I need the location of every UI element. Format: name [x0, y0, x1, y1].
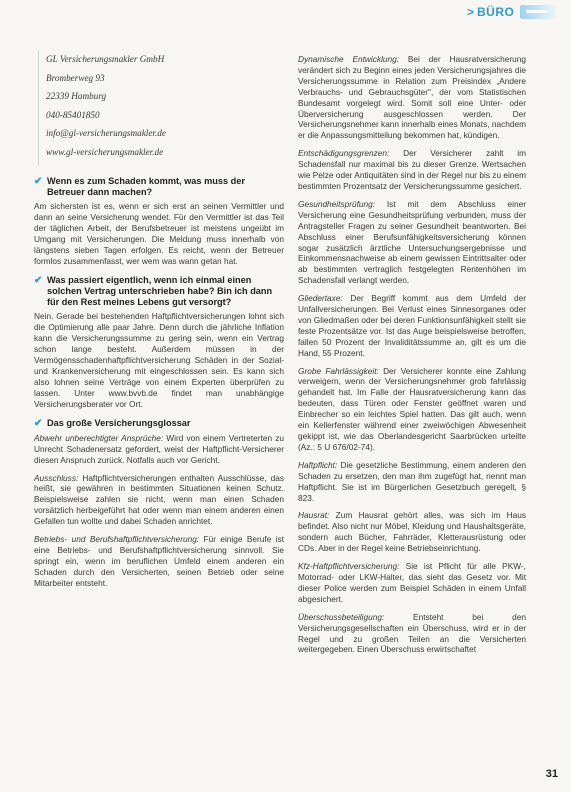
glossary-entry: [298, 293, 526, 358]
glossary-term: Haftpflicht:: [298, 459, 338, 470]
answer-text-2: Nein. Gerade bei bestehenden Haftpflichtversicherungen lohnt sich die Optimierung alle paar Jahre. Denn durch die jährliche Inflation kann die Versicherungssumme zu gering sein, wenn ein Vertrag schon lange besteht. Außerdem müssen in der Vermögensschadenhaftpflichtversicherung Schäden in der Sozial- und Krankenversicherung mit eingeschlossen sein. Es kann sich also lohnen seine Verträge von einem Experten überprüfen zu lassen. Unter www.bvvb.de findet man unabhängige Versicherungsberater vor Ort.: [34, 311, 284, 409]
chevron-right-icon: >: [467, 5, 475, 19]
address-phone: 040-85401850: [46, 109, 100, 120]
glossary-entry: [298, 510, 526, 554]
right-column: [298, 54, 526, 655]
glossary-entry: [34, 534, 284, 589]
glossary-term: Kfz-Haftpflichtversicherung:: [298, 561, 400, 572]
glossary-definition: Entsteht bei den Versicherungsgesellschaften ein Überschuss, wird er in der Regel und zu großen Teilen an die Versicherten weitergegeben. Einen Überschuss erwirtschaftet: [298, 611, 526, 655]
section-swoosh-graphic: [520, 5, 556, 19]
glossary-entry: [298, 366, 526, 453]
glossary-entry: [298, 460, 526, 504]
checkmark-icon: ✔: [34, 274, 43, 286]
glossary-term: Gliedertaxe:: [298, 293, 343, 304]
glossary-definition: Für einige Berufe ist eine Betriebs- und Berufshaftpflichtversicherung sinnvoll. Sie springt ein, wenn im beruflichen Umfeld einem anderen ein Schaden durch den Versicherten, seinen Betrieb oder seine Mitarbeiter entsteht.: [34, 534, 284, 588]
glossary-term: Dynamische Entwicklung:: [298, 54, 400, 64]
glossary-definition: Wird von einem Vertreterten zu Unrecht Schadenersatz gefordert, weist der Haftpflicht-Versicherer diesen Anspruch zurück. Notfalls auch vor Gericht.: [34, 432, 285, 465]
glossary-title: Das große Versicherungsglossar: [47, 417, 191, 428]
glossary-entry: [298, 54, 526, 141]
glossary-definition: Zum Hausrat gehört alles, was sich im Haus befindet. Also nicht nur Möbel, Kleidung und Haushaltsgeräte, sondern auch Bücher, Fahrräder, Kletterausrüstung oder CDs. Aber in der Regel keine Betriebseinrichtung.: [298, 510, 526, 554]
glossary-definition: Sie ist Pflicht für alle PKW-, Motorrad- oder LKW-Halter, das sieht das Gesetz vor. Mit dieser Police werden zum Beispiel Schäden in einem Unfall abgesichert.: [298, 561, 526, 604]
page-number: 31: [545, 768, 558, 780]
question-heading-1: [34, 176, 284, 198]
checkmark-icon: ✔: [34, 176, 43, 187]
glossary-definition: Der Versicherer zahlt im Schadensfall nur maximal bis zu dieser Grenze. Wertsachen wie Pelze oder Antiquitäten sind in der Regel nur bis zu einem bestimmten Prozentsatz der Versicherungssumme gesichert.: [298, 148, 526, 191]
glossary-term: Abwehr unberechtigter Ansprüche:: [34, 432, 164, 443]
glossary-definition: Die gesetzliche Bestimmung, einem anderen den Schaden zu ersetzen, den man ihm zugefügt hat, nennt man Haftpflicht. Sie ist im Bürgerlichen Gesetzbuch geregelt, § 823.: [298, 459, 526, 503]
glossary-term: Entschädigungsgrenzen:: [298, 148, 390, 159]
glossary-entry: [34, 433, 284, 466]
glossary-term: Betriebs- und Berufshaftpflichtversicherung:: [34, 534, 200, 545]
question-title-1: Wenn es zum Schaden kommt, was muss der Betreuer dann machen?: [47, 176, 245, 198]
address-city: 22339 Hamburg: [46, 91, 107, 101]
glossary-definition: Haftpflichtversicherungen enthalten Ausschlüsse, das heißt, sie gewähren in bestimmten Situationen keinen Schutz. Beispielsweise zahlen sie nicht, wenn man einen Schaden vorsätzlich herbeigeführt hat oder wenn man einem anderen einen Gefallen tun wollte und dabei Schaden anrichtet.: [34, 472, 284, 527]
section-tag: [463, 0, 571, 24]
glossary-definition: Bei der Hausratversicherung verändert sich zu Beginn eines jeden Versicherungsjahres die Versicherungssumme in Relation zum Preisindex „Andere Verbrauchs- und Gebrauchsgüter", der vom Statistischen Bundesamt vorgelegt wird. Somit soll eine Unter- oder Überversicherung ausgeschlossen werden. Der Versicherungsnehmer kann innerhalb eines Monats, nachdem er die Anpassungsmitteilung bekommen hat, kündigen.: [298, 54, 527, 141]
section-label: BÜRO: [477, 5, 515, 19]
glossary-term: Grobe Fahrlässigkeit:: [298, 365, 379, 376]
address-email: info@gl-versicherungsmakler.de: [46, 128, 166, 138]
glossary-entry: [298, 148, 526, 192]
glossary-term: Hausrat:: [298, 510, 330, 521]
glossary-heading: [34, 418, 284, 429]
checkmark-icon: ✔: [34, 417, 43, 429]
glossary-term: Gesundheitsprüfung:: [298, 198, 376, 209]
question-title-2: Was passiert eigentlich, wenn ich einmal einen solchen Vertrag unterschrieben habe? Bin ich dann für den Rest meines Lebens gut versorgt?: [47, 274, 273, 308]
glossary-definition: Der Begriff kommt aus dem Umfeld der Unfallversicherungen. Bei Verlust eines Sinnesorganes oder von Gliedmaßen oder bei deren Funktionsunfähigkeit stellt sie feste Prozentsätze vor. Ist das Auge beispielsweise betroffen, fallen 50 Prozent der Invaliditätssumme an, gilt es um die Hand, 55 Prozent.: [298, 293, 526, 358]
glossary-definition: Ist mit dem Abschluss einer Versicherung eine Gesundheitsprüfung verbunden, muss der Antragsteller Fragen zu seiner Gesundheit beantworten. Bei Abschluss einer Berufsunfähigkeitsversicherung können sogar zusätzlich ärztliche Untersuchungsergebnisse und Einkommensnachweise ab einem gewissen Eintrittsalter oder ab bestimmten vertraglich festgelegten Rentenhöhen im Schadensfall verlangt werden.: [298, 198, 526, 286]
address-website: www.gl-versicherungsmakler.de: [46, 146, 164, 157]
address-box: [38, 50, 256, 166]
address-company: GL Versicherungsmakler GmbH: [46, 54, 165, 64]
glossary-term: Überschussbeteiligung:: [298, 611, 385, 622]
glossary-entry: [298, 561, 526, 605]
glossary-entry: [298, 612, 526, 656]
address-street: Bromberweg 93: [46, 72, 105, 83]
left-column: [34, 170, 284, 589]
glossary-definition: Der Versicherer konnte eine Zahlung verweigern, wenn der Versicherungsnehmer grob fahrlässig gehandelt hat. Im Falle der Hausratversicherung kann das bedeuten, dass Türen oder Fenster geöffnet waren und Einbrecher so ein leichtes Spiel hatten. Das gilt auch, wenn ein Kellerfenster während einer zweiwöchigen Abwesenheit gekippt ist, wie das Oberlandesgericht Saarbrücken urteilte (Az.: 5 U 676/02-74).: [298, 365, 527, 452]
glossary-entry: [34, 473, 284, 528]
glossary-term: Ausschluss:: [34, 472, 79, 483]
glossary-entry: [298, 199, 526, 286]
answer-text-1: Am sichersten ist es, wenn er sich erst an seinen Vermittler und dann an seine Versicherung wendet. Für den Vermittler ist das Teil der täglichen Arbeit, der Berufsbetreuer ist meistens ungeübt im Umgang mit Versicherungen. Die Meldung muss innerhalb von längstens sieben Tagen erfolgen. Es reicht, wenn der Betreuer formlos zusammenfasst, wer wem was wann getan hat.: [34, 201, 284, 266]
question-heading-2: [34, 275, 284, 309]
